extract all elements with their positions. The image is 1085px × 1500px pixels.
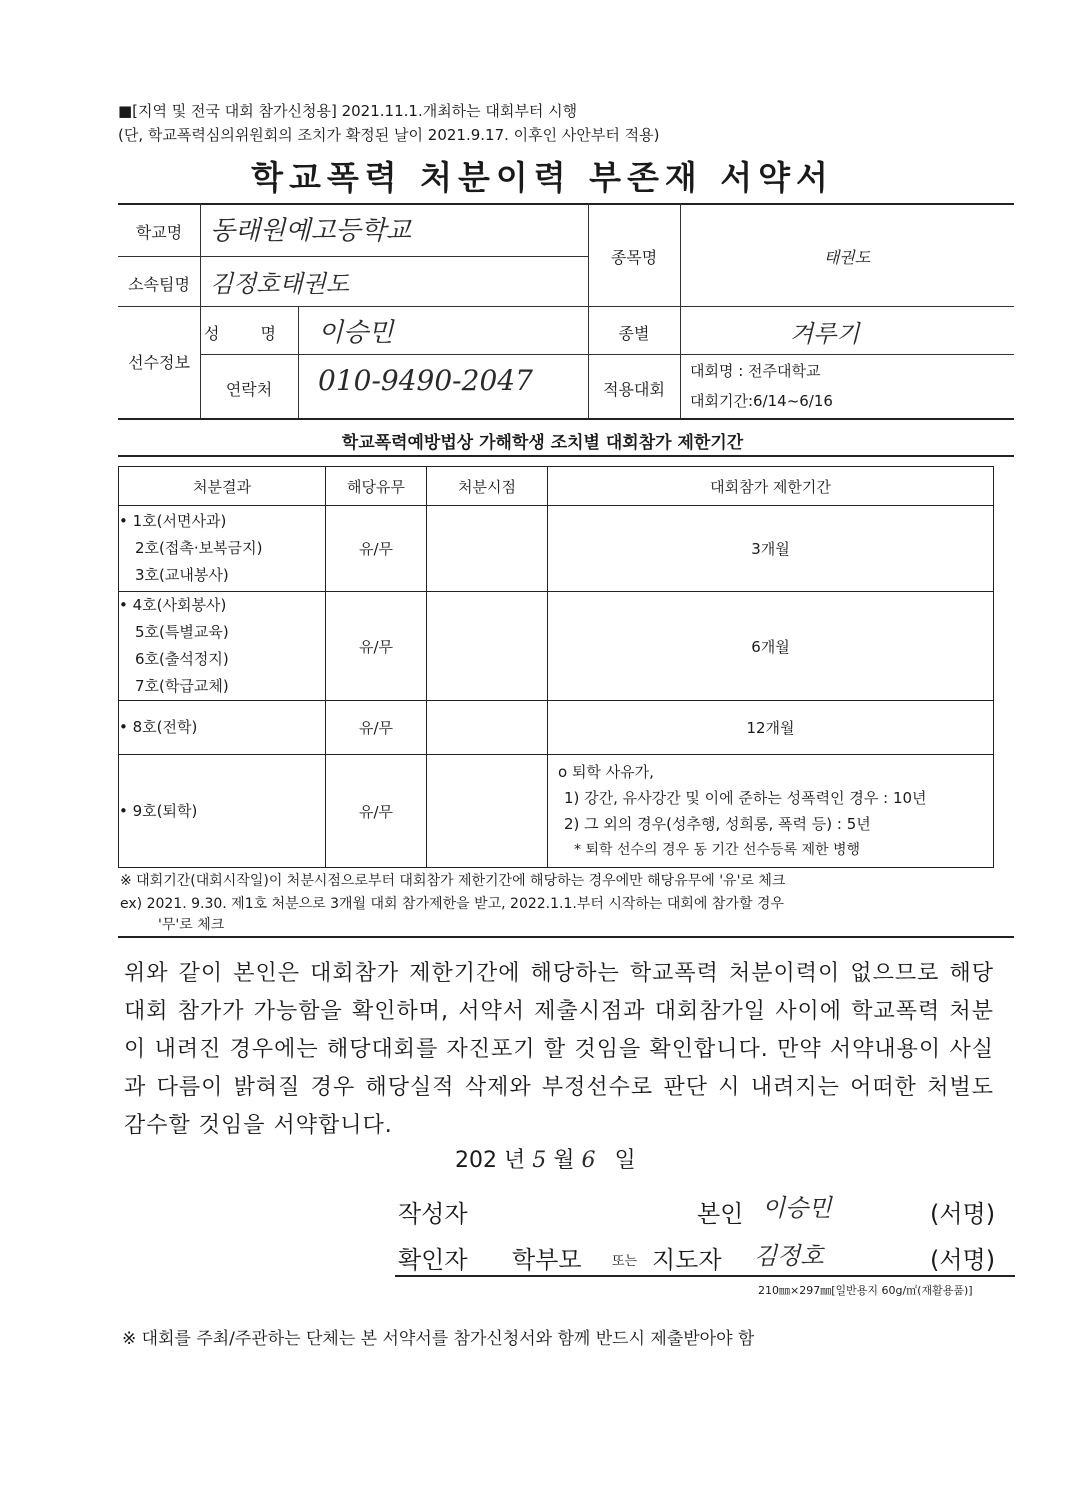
time-cell[interactable]	[427, 701, 548, 755]
note-2a: ex) 2021. 9.30. 제1호 처분으로 3개월 대회 참가제한을 받고, 2022.1.1.부터 시작하는 대회에 참가할 경우	[120, 896, 784, 912]
applicable-checkbox[interactable]: 유/무	[326, 755, 427, 868]
limit-line: o 퇴학 사유가,	[558, 763, 654, 781]
limit-line: * 퇴학 선수의 경우 동 기간 선수등록 제한 병행	[574, 842, 861, 858]
limit-cell	[548, 755, 994, 868]
disposition-item: • 8호(전학)	[119, 714, 325, 741]
contact-label: 연락처	[225, 380, 273, 399]
time-cell[interactable]	[427, 592, 548, 701]
writer-label: 작성자	[398, 1200, 468, 1228]
coach-name: 김정호	[754, 1242, 824, 1270]
limit-cell: 3개월	[548, 506, 994, 592]
confirmer-label: 확인자	[398, 1246, 468, 1274]
col-header-applicable: 해당유무	[326, 467, 427, 506]
disposition-item: 2호(접촉·보복금지)	[135, 539, 263, 557]
disposition-cell	[119, 755, 326, 868]
event-label: 종별	[618, 324, 650, 343]
disposition-item: • 1호(서면사과)	[119, 508, 325, 535]
limit-cell: 6개월	[548, 592, 994, 701]
pledge-text: 위와 같이 본인은 대회참가 제한기간에 해당하는 학교폭력 처분이력이 없으므로 해당 대회 참가가 가능함을 확인하며, 서약서 제출시점과 대회참가일 사이에 학교폭력 처분이 내려진 경우에는 해당대회를 자진포기 할 것임을 확인합니다. 만약 서약내용이 사실과 다름이 밝혀질 경우 해당실적 삭제와 부정선수로 판단 시 내려지는 어떠한 처벌도 감수할 것임을 서약합니다.	[124, 961, 994, 1138]
notice-line-1: ■[지역 및 전국 대회 참가신청용] 2021.11.1.개최하는 대회부터 시행	[118, 102, 578, 120]
col-header-disposition: 처분결과	[119, 467, 326, 506]
applicable-checkbox[interactable]: 유/무	[326, 506, 427, 592]
or-label: 또는	[612, 1254, 638, 1269]
name-label: 성 명	[204, 324, 294, 343]
table-row	[119, 506, 994, 592]
sign-mark-1[interactable]: (서명)	[930, 1200, 996, 1228]
table-row	[119, 592, 994, 701]
limit-line: 2) 그 외의 경우(성추행, 성희롱, 폭력 등) : 5년	[564, 815, 871, 833]
competition-label: 적용대회	[603, 380, 665, 399]
contact-value: 010-9490-2047	[318, 364, 533, 397]
disposition-cell	[119, 701, 326, 755]
date-day-value: 6	[581, 1148, 596, 1173]
date-month-label: 월	[553, 1148, 575, 1173]
sport-value: 태권도	[823, 248, 871, 267]
applicable-checkbox[interactable]: 유/무	[326, 592, 427, 701]
disposition-item: 5호(특별교육)	[135, 623, 229, 641]
col-header-limit: 대회참가 제한기간	[548, 467, 994, 506]
footer-note: ※ 대회를 주최/주관하는 단체는 본 서약서를 참가신청서와 함께 반드시 제출받아야 함	[122, 1329, 755, 1349]
event-value: 겨루기	[790, 320, 860, 348]
team-value: 김정호태권도	[210, 270, 350, 298]
self-label: 본인	[697, 1200, 744, 1228]
disposition-cell	[119, 506, 326, 592]
date-month-value: 5	[532, 1148, 547, 1173]
disposition-item: 3호(교내봉사)	[135, 566, 229, 584]
competition-period: 대회기간:6/14~6/16	[690, 392, 833, 410]
disposition-item: • 9호(퇴학)	[119, 798, 325, 825]
sign-mark-2[interactable]: (서명)	[930, 1246, 996, 1274]
date-year: 202	[455, 1148, 497, 1173]
disposition-cell	[119, 592, 326, 701]
col-header-time: 처분시점	[427, 467, 548, 506]
table-caption: 학교폭력예방법상 가해학생 조치별 대회참가 제한기간	[341, 433, 744, 453]
applicable-checkbox[interactable]: 유/무	[326, 701, 427, 755]
date-year-label: 년	[504, 1148, 526, 1173]
school-value: 동래원예고등학교	[210, 216, 411, 246]
disposition-item: 6호(출석정지)	[135, 650, 229, 668]
note-1: ※ 대회기간(대회시작일)이 처분시점으로부터 대회참가 제한기간에 해당하는 경우에만 해당유무에 '유'로 체크	[120, 873, 786, 889]
time-cell[interactable]	[427, 755, 548, 868]
date-day-label: 일	[614, 1148, 636, 1173]
disposition-table	[118, 466, 994, 868]
parent-label: 학부모	[512, 1246, 582, 1274]
sport-label: 종목명	[610, 248, 658, 267]
disposition-item: 7호(학급교체)	[135, 677, 229, 695]
name-value: 이승민	[318, 318, 394, 348]
table-header-row	[119, 467, 994, 506]
limit-cell: 12개월	[548, 701, 994, 755]
school-label: 학교명	[135, 223, 183, 242]
notice-line-2: (단, 학교폭력심의위원회의 조치가 확정된 날이 2021.9.17. 이후인 사안부터 적용)	[118, 126, 660, 144]
document-title: 학교폭력 처분이력 부존재 서약서	[251, 158, 834, 197]
note-2b: '무'로 체크	[158, 917, 225, 933]
paper-spec: 210㎜×297㎜[일반용지 60g/㎡(재활용품)]	[758, 1284, 973, 1297]
athlete-info-label: 선수정보	[128, 353, 190, 372]
coach-label: 지도자	[652, 1246, 722, 1274]
table-row	[119, 755, 994, 868]
table-row	[119, 701, 994, 755]
competition-name: 대회명 : 전주대학교	[690, 362, 821, 380]
date-line	[455, 1143, 636, 1174]
time-cell[interactable]	[427, 506, 548, 592]
self-name: 이승민	[762, 1194, 832, 1222]
disposition-item: • 4호(사회봉사)	[119, 592, 325, 619]
limit-line: 1) 강간, 유사강간 및 이에 준하는 성폭력인 경우 : 10년	[564, 789, 927, 807]
team-label: 소속팀명	[128, 275, 190, 294]
